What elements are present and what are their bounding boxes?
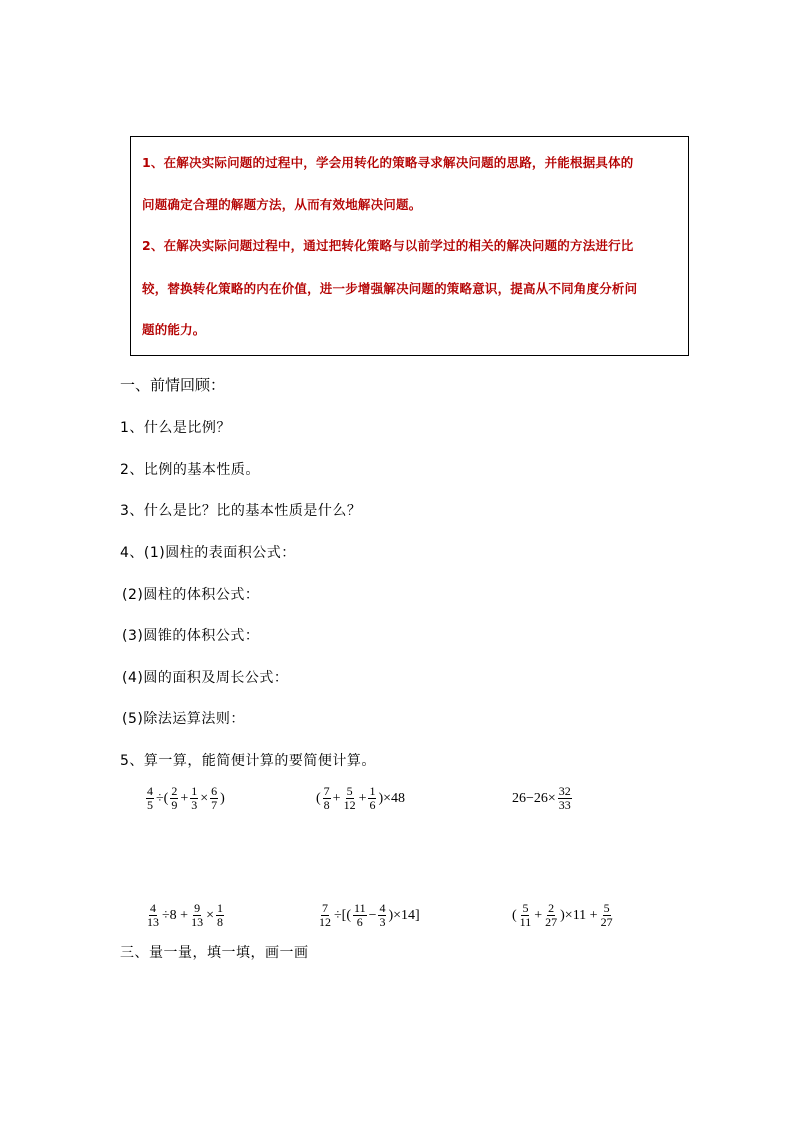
fraction: $\frac{11}{6}$ <box>354 901 366 929</box>
objective-line: 题的能力。 <box>142 322 206 337</box>
fraction: $\frac{4}{5}$ <box>147 784 153 812</box>
fraction: $\frac{7}{8}$ <box>323 784 330 812</box>
section-heading-review: 一、前情回顾： <box>120 376 226 394</box>
fraction: $\frac{5}{27}$ <box>600 901 613 929</box>
question-item: (5)除法运算法则： <box>122 711 245 727</box>
objective-line: 问题确定合理的解题方法，从而有效地解决问题。 <box>142 197 422 212</box>
fraction: $\frac{1}{8}$ <box>217 901 223 929</box>
question-item: (3)圆锥的体积公式： <box>122 628 260 644</box>
question-item: 1、什么是比例？ <box>120 420 231 436</box>
fraction: $\frac{32}{33}$ <box>558 784 571 812</box>
objective-line: 1、在解决实际问题的过程中，学会用转化的策略寻求解决问题的思路，并能根据具体的 <box>142 155 634 170</box>
objective-line: 较，替换转化策略的内在价值，进一步增强解决问题的策略意识，提高从不同角度分析问 <box>142 281 638 296</box>
question-item: 3、什么是比？比的基本性质是什么？ <box>120 503 362 519</box>
fraction: $\frac{1}{6}$ <box>369 784 376 812</box>
fraction: $\frac{5}{11}$ <box>519 901 532 929</box>
math-expression: $\frac{7}{12}$ ÷[( $\frac{11}{6}$ − $\frac{4}{3}$ )×14] <box>319 901 420 929</box>
fraction: $\frac{1}{3}$ <box>191 784 198 812</box>
question-item: (2)圆柱的体积公式： <box>122 587 260 603</box>
question-item: 4、(1)圆柱的表面积公式： <box>120 545 296 561</box>
objective-line: 2、在解决实际问题过程中，通过把转化策略与以前学过的相关的解决问题的方法进行比 <box>142 238 634 253</box>
math-expression: 26−26× $\frac{32}{33}$ <box>512 784 571 812</box>
math-expression: $\frac{4}{5}$ ÷( $\frac{2}{9}$ + $\frac{1}{3}$ × $\frac{6}{7}$ ) <box>147 784 225 812</box>
fraction: $\frac{2}{27}$ <box>545 901 558 929</box>
fraction: $\frac{7}{12}$ <box>319 901 331 929</box>
fraction: $\frac{5}{12}$ <box>343 784 356 812</box>
question-item: 5、算一算，能简便计算的要简便计算。 <box>120 753 376 769</box>
fraction: $\frac{4}{3}$ <box>379 901 386 929</box>
question-item: (4)圆的面积及周长公式： <box>122 670 289 686</box>
question-item: 2、比例的基本性质。 <box>120 462 260 478</box>
fraction: $\frac{2}{9}$ <box>171 784 178 812</box>
section-heading-measure: 三、量一量，填一填，画一画 <box>120 945 309 961</box>
math-expression: ( $\frac{7}{8}$ + $\frac{5}{12}$ + $\frac{1}{6}$ )×48 <box>316 784 406 812</box>
fraction: $\frac{9}{13}$ <box>191 901 204 929</box>
math-expression: $\frac{4}{13}$ ÷8 + $\frac{9}{13}$ × $\frac{1}{8}$ <box>147 901 223 929</box>
fraction: $\frac{6}{7}$ <box>211 784 218 812</box>
fraction: $\frac{4}{13}$ <box>147 901 159 929</box>
math-expression: ( $\frac{5}{11}$ + $\frac{2}{27}$ )×11 + $\frac{5}{27}$ <box>512 901 613 929</box>
